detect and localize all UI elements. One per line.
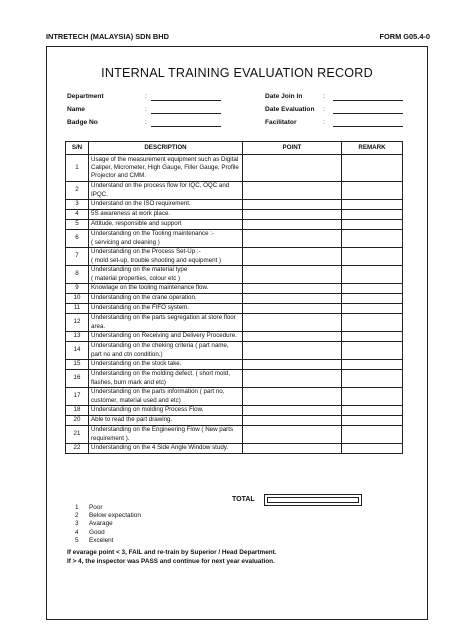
row-sn: 21 bbox=[66, 426, 89, 444]
row-sn: 11 bbox=[66, 304, 89, 314]
row-point-cell[interactable] bbox=[243, 220, 342, 230]
row-sn: 12 bbox=[66, 314, 89, 332]
table-row bbox=[66, 332, 403, 342]
table-row bbox=[66, 426, 403, 444]
row-sn: 8 bbox=[66, 266, 89, 284]
row-point-cell[interactable] bbox=[243, 304, 342, 314]
total-field-inner bbox=[267, 497, 359, 503]
table-row bbox=[66, 155, 403, 182]
legend-label: Excelent bbox=[89, 536, 114, 544]
date-evaluation-field[interactable] bbox=[333, 113, 403, 114]
evaluation-notes bbox=[67, 549, 277, 566]
badge-no-field[interactable] bbox=[151, 126, 221, 127]
point-header: POINT bbox=[243, 142, 342, 155]
sn-header: S/N bbox=[66, 142, 89, 155]
table-row bbox=[66, 388, 403, 406]
legend-number: 4 bbox=[75, 528, 79, 536]
row-point-cell[interactable] bbox=[243, 360, 342, 370]
row-remark-cell[interactable] bbox=[342, 155, 403, 182]
row-point-cell[interactable] bbox=[243, 248, 342, 266]
row-point-cell[interactable] bbox=[243, 210, 342, 220]
legend-item bbox=[75, 520, 141, 528]
row-point-cell[interactable] bbox=[243, 370, 342, 388]
badge-no-colon: : bbox=[145, 119, 147, 126]
name-colon: : bbox=[145, 106, 147, 113]
date-join-colon: : bbox=[323, 93, 325, 100]
row-remark-cell[interactable] bbox=[342, 416, 403, 426]
row-remark-cell[interactable] bbox=[342, 210, 403, 220]
row-remark-cell[interactable] bbox=[342, 342, 403, 360]
row-remark-cell[interactable] bbox=[342, 360, 403, 370]
legend-number: 2 bbox=[75, 512, 79, 520]
department-field[interactable] bbox=[151, 100, 221, 101]
row-point-cell[interactable] bbox=[243, 294, 342, 304]
row-sn: 2 bbox=[66, 182, 89, 200]
row-sn: 20 bbox=[66, 416, 89, 426]
row-description: Understanding on the cheking criteria ( part name, part no and ctn condition.) bbox=[89, 342, 243, 360]
table-row bbox=[66, 182, 403, 200]
legend-item bbox=[75, 537, 141, 545]
row-remark-cell[interactable] bbox=[342, 406, 403, 416]
date-evaluation-label: Date Evaluation bbox=[265, 106, 315, 113]
row-sn: 6 bbox=[66, 230, 89, 248]
company-name: INTRETECH (MALAYSIA) SDN BHD bbox=[46, 32, 169, 41]
table-row bbox=[66, 360, 403, 370]
row-point-cell[interactable] bbox=[243, 406, 342, 416]
row-description: Attitude, responsible and support bbox=[89, 220, 243, 230]
row-point-cell[interactable] bbox=[243, 332, 342, 342]
row-description: Understanding on the 4 Side Angle Window study. bbox=[89, 444, 243, 454]
table-row bbox=[66, 416, 403, 426]
row-sn: 10 bbox=[66, 294, 89, 304]
row-point-cell[interactable] bbox=[243, 444, 342, 454]
table-row bbox=[66, 342, 403, 360]
total-label: TOTAL bbox=[232, 496, 255, 503]
row-sn: 7 bbox=[66, 248, 89, 266]
table-row bbox=[66, 266, 403, 284]
legend-label: Below expectation bbox=[89, 512, 141, 520]
row-description: Understand on the process flow for IQC, OQC and IPQC. bbox=[89, 182, 243, 200]
row-description: Understanding on the Process Set-Up :- ( mold set-up, trouble shooting and equipment ) bbox=[89, 248, 243, 266]
row-point-cell[interactable] bbox=[243, 200, 342, 210]
legend-label: Poor bbox=[89, 504, 103, 511]
row-remark-cell[interactable] bbox=[342, 388, 403, 406]
row-remark-cell[interactable] bbox=[342, 230, 403, 248]
row-sn: 1 bbox=[66, 155, 89, 182]
total-field[interactable] bbox=[264, 494, 362, 506]
row-description: Understand on the ISO requirement. bbox=[89, 200, 243, 210]
table-header-row bbox=[66, 142, 403, 155]
table-row bbox=[66, 444, 403, 454]
row-description: Understanding on the FIFO system. bbox=[89, 304, 243, 314]
row-description: Knowlage on the tooling maintenance flow. bbox=[89, 284, 243, 294]
row-description: Understanding on the parts segregation at store floor area. bbox=[89, 314, 243, 332]
table-row bbox=[66, 406, 403, 416]
row-description: Understanding on molding Process Flow. bbox=[89, 406, 243, 416]
row-sn: 4 bbox=[66, 210, 89, 220]
row-remark-cell[interactable] bbox=[342, 426, 403, 444]
row-point-cell[interactable] bbox=[243, 182, 342, 200]
legend-number: 3 bbox=[75, 520, 79, 528]
row-point-cell[interactable] bbox=[243, 314, 342, 332]
row-description: 5S awareness at work place. bbox=[89, 210, 243, 220]
date-join-field[interactable] bbox=[333, 100, 403, 101]
row-sn: 17 bbox=[66, 388, 89, 406]
row-sn: 9 bbox=[66, 284, 89, 294]
rating-legend bbox=[75, 504, 141, 545]
legend-item bbox=[75, 504, 141, 512]
table-row bbox=[66, 370, 403, 388]
row-point-cell[interactable] bbox=[243, 155, 342, 182]
facilitator-label: Facilitator bbox=[265, 119, 297, 126]
row-sn: 22 bbox=[66, 444, 89, 454]
row-description: Understanding on the crane operation. bbox=[89, 294, 243, 304]
row-point-cell[interactable] bbox=[243, 266, 342, 284]
row-point-cell[interactable] bbox=[243, 416, 342, 426]
row-point-cell[interactable] bbox=[243, 388, 342, 406]
row-description: Understanding on the molding defect. ( short mold, flashes, burn mark and etc) bbox=[89, 370, 243, 388]
table-row bbox=[66, 210, 403, 220]
row-remark-cell[interactable] bbox=[342, 370, 403, 388]
name-label: Name bbox=[67, 106, 85, 113]
row-point-cell[interactable] bbox=[243, 342, 342, 360]
remark-header: REMARK bbox=[342, 142, 403, 155]
facilitator-colon: : bbox=[323, 119, 325, 126]
row-sn: 13 bbox=[66, 332, 89, 342]
form-number: FORM G05.4-0 bbox=[379, 32, 430, 41]
row-point-cell[interactable] bbox=[243, 284, 342, 294]
row-remark-cell[interactable] bbox=[342, 182, 403, 200]
row-remark-cell[interactable] bbox=[342, 284, 403, 294]
legend-number: 1 bbox=[75, 504, 79, 511]
pass-note: If > 4, the inspector was PASS and continue for next year evaluation. bbox=[67, 557, 275, 565]
row-description: Understanding on Receiving and Delivery Procedure. bbox=[89, 332, 243, 342]
row-point-cell[interactable] bbox=[243, 426, 342, 444]
department-label: Department bbox=[67, 93, 104, 100]
row-description: Understanding on the Engineering Flow ( New parts requirement ). bbox=[89, 426, 243, 444]
row-remark-cell[interactable] bbox=[342, 304, 403, 314]
table-row bbox=[66, 304, 403, 314]
row-point-cell[interactable] bbox=[243, 230, 342, 248]
fail-note: If evarage point < 3, FAIL and re-train by Superior / Head Department. bbox=[67, 549, 277, 556]
row-remark-cell[interactable] bbox=[342, 266, 403, 284]
legend-label: Avarage bbox=[89, 520, 113, 528]
table-row bbox=[66, 200, 403, 210]
row-description: Usage of the measurement equipment such as Digital Caliper, Micrometer, High Gauge, Filler Gauge, Profile Projector and CMM. bbox=[89, 155, 243, 182]
legend-label: Good bbox=[89, 528, 105, 536]
table-row bbox=[66, 294, 403, 304]
row-sn: 15 bbox=[66, 360, 89, 370]
row-sn: 14 bbox=[66, 342, 89, 360]
badge-no-label: Badge No bbox=[67, 119, 98, 126]
row-remark-cell[interactable] bbox=[342, 314, 403, 332]
row-sn: 3 bbox=[66, 200, 89, 210]
name-field[interactable] bbox=[151, 113, 221, 114]
table-row bbox=[66, 248, 403, 266]
legend-number: 5 bbox=[75, 536, 79, 544]
row-description: Understanding on the Tooling maintenance :- ( servicing and cleaning ) bbox=[89, 230, 243, 248]
facilitator-field[interactable] bbox=[333, 126, 403, 127]
row-remark-cell[interactable] bbox=[342, 200, 403, 210]
row-remark-cell[interactable] bbox=[342, 332, 403, 342]
row-description: Understanding on the stock take. bbox=[89, 360, 243, 370]
table-row bbox=[66, 284, 403, 294]
legend-item bbox=[75, 529, 141, 537]
department-colon: : bbox=[145, 93, 147, 100]
legend-item bbox=[75, 512, 141, 520]
row-sn: 5 bbox=[66, 220, 89, 230]
row-remark-cell[interactable] bbox=[342, 248, 403, 266]
date-join-label: Date Join In bbox=[265, 93, 303, 100]
row-remark-cell[interactable] bbox=[342, 444, 403, 454]
form-title: INTERNAL TRAINING EVALUATION RECORD bbox=[101, 66, 373, 80]
row-remark-cell[interactable] bbox=[342, 220, 403, 230]
table-row bbox=[66, 230, 403, 248]
description-header: DESCRIPTION bbox=[89, 142, 243, 155]
table-row bbox=[66, 220, 403, 230]
evaluation-table bbox=[65, 141, 403, 454]
date-evaluation-colon: : bbox=[323, 106, 325, 113]
row-remark-cell[interactable] bbox=[342, 294, 403, 304]
row-description: Understanding on the parts information ( part no, customer, material used and etc) bbox=[89, 388, 243, 406]
row-sn: 18 bbox=[66, 406, 89, 416]
row-description: Understanding on the material type ( material properties, colour etc ) bbox=[89, 266, 243, 284]
row-description: Able to read the part drawing. bbox=[89, 416, 243, 426]
row-sn: 16 bbox=[66, 370, 89, 388]
table-row bbox=[66, 314, 403, 332]
